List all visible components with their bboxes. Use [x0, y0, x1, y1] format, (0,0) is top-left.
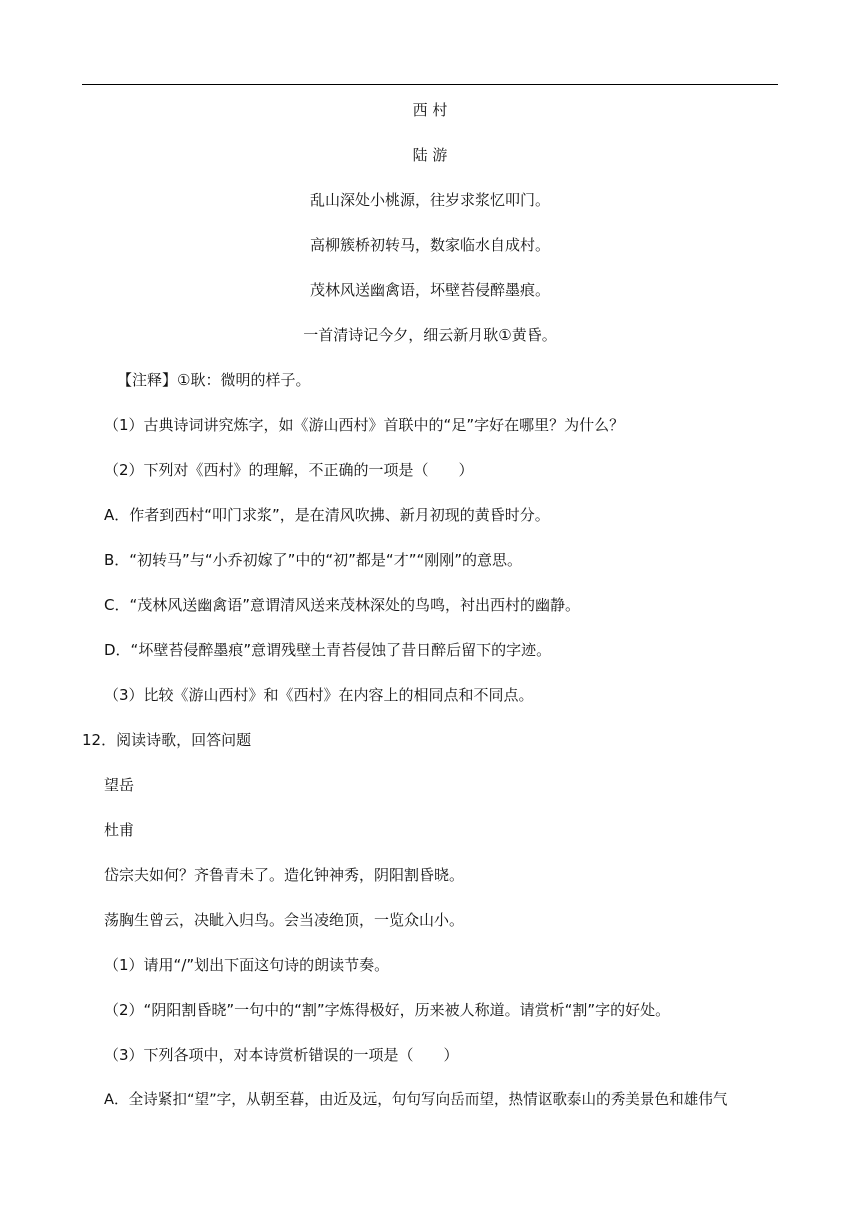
q12-option-a: A．全诗紧扣“望”字，从朝至暮，由近及远，句句写向岳而望，热情讴歌泰山的秀美景色和雄伟气 [104, 1091, 728, 1108]
poem-line-4: 一首清诗记今夕，细云新月耿①黄昏。 [303, 326, 557, 344]
q11-option-d: D．“坏壁苔侵醉墨痕”意谓残壁土青苔侵蚀了昔日醉后留下的字迹。 [104, 641, 552, 659]
q12-item-2: （2）“阴阳割昏晓”一句中的“割”字炼得极好，历来被人称道。请赏析“割”字的好处。 [104, 1001, 671, 1019]
q12-item-1: （1）请用“/”划出下面这句诗的朗读节奏。 [104, 956, 390, 974]
q11-option-a: A．作者到西村“叩门求浆”，是在清风吹拂、新月初现的黄昏时分。 [104, 506, 550, 524]
q11-option-b: B．“初转马”与“小乔初嫁了”中的“初”都是“才”“刚刚”的意思。 [104, 551, 523, 569]
header-rule [82, 84, 778, 85]
q11-option-c: C．“茂林风送幽禽语”意谓清风送来茂林深处的鸟鸣，衬出西村的幽静。 [104, 596, 581, 614]
q12-poem-title: 望岳 [104, 776, 135, 794]
poem-line-3: 茂林风送幽禽语，坏壁苔侵醉墨痕。 [309, 281, 550, 299]
poem-line-2: 高柳簇桥初转马，数家临水自成村。 [309, 236, 550, 254]
q12-poem-line-1: 岱宗夫如何？齐鲁青未了。造化钟神秀，阴阳割昏晓。 [104, 866, 465, 884]
q12-poem-author: 杜甫 [104, 821, 135, 839]
q12-poem-line-2: 荡胸生曾云，决眦入归鸟。会当凌绝顶，一览众山小。 [104, 911, 465, 929]
poem-line-1: 乱山深处小桃源，往岁求浆忆叩门。 [309, 191, 550, 209]
annotation-note: 【注释】①耿：微明的样子。 [117, 371, 311, 389]
q12-heading: 12．阅读诗歌，回答问题 [82, 731, 252, 749]
q11-item-2: （2）下列对《西村》的理解，不正确的一项是（ ） [104, 461, 474, 479]
poem-title: 西 村 [412, 101, 448, 119]
q12-item-3: （3）下列各项中，对本诗赏析错误的一项是（ ） [104, 1046, 459, 1064]
poem-author: 陆 游 [412, 146, 448, 164]
q11-item-1: （1）古典诗词讲究炼字，如《游山西村》首联中的“足”字好在哪里？为什么？ [104, 416, 625, 434]
q11-item-3: （3）比较《游山西村》和《西村》在内容上的相同点和不同点。 [104, 686, 534, 704]
